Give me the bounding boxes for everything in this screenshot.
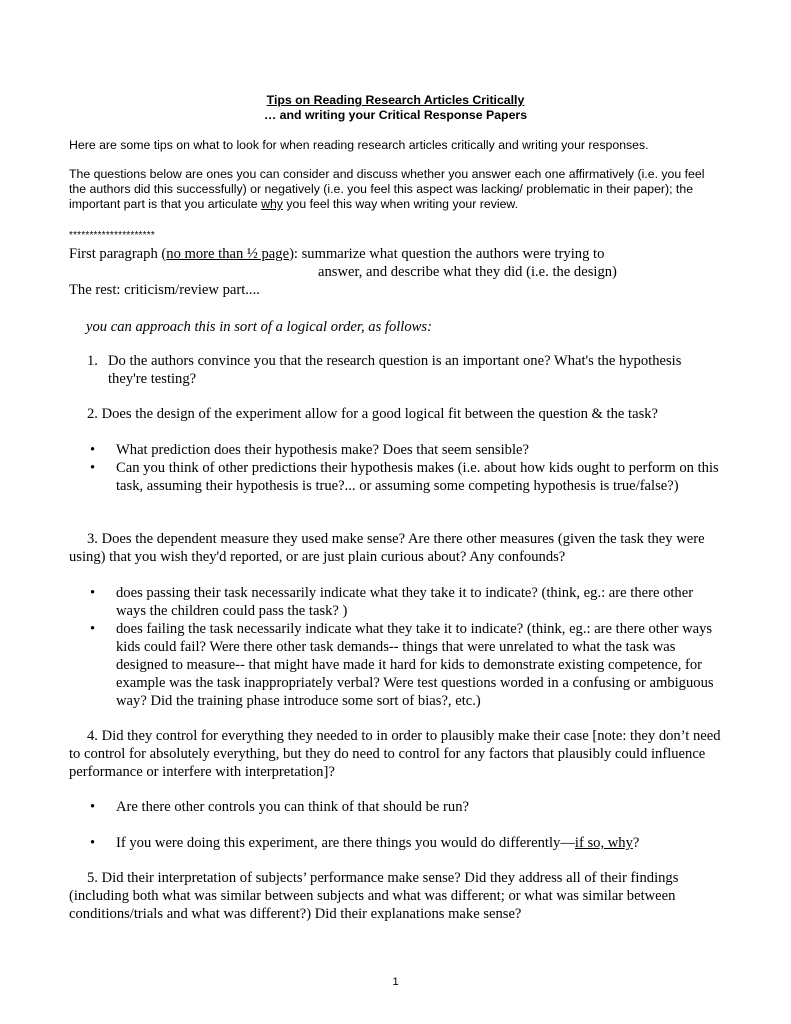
first-paragraph-line1 (69, 245, 749, 263)
intro-text: Here are some tips on what to look for when reading research articles critically and writing your responses. (69, 138, 649, 152)
list-item (90, 441, 736, 459)
questions-intro-after: you feel this way when writing your review. (282, 197, 519, 211)
q1-line1: Do the authors convince you that the research question is an important one? What's the hypothesis (108, 353, 682, 369)
list-item-text: does failing the task necessarily indicate what they take it to indicate? (think, eg.: are there other ways kids could fail? Were there other task demands-- things that were unrelated to what the task was designed to measure-- that might have made it hard for kids to demonstrate existing competence, for example was the task inappropriately verbal? Were test questions worded in a confusing or ambiguous way? Did the training phase introduce some sort of bias?, etc.) (116, 621, 714, 709)
doc-title: Tips on Reading Research Articles Critically (266, 93, 525, 107)
approach-text: you can approach this in sort of a logical order, as follows: (86, 319, 432, 335)
list-item-text-emphasis: if so, why (574, 835, 633, 851)
list-item-text: Can you think of other predictions their hypothesis makes (i.e. about how kids ought to perform on this task, assuming their hypothesis is true?... or assuming some competing hypothesis is true/false?) (116, 460, 719, 494)
list-item-text: Are there other controls you can think of that should be run? (116, 799, 469, 815)
page-number: 1 (392, 976, 399, 988)
first-paragraph-limit: no more than ½ page (166, 246, 290, 262)
q1-number: 1. (87, 353, 98, 369)
list-item-text-after: ? (632, 835, 640, 851)
rest-line: The rest: criticism/review part.... (69, 282, 260, 298)
separator: ********************* (69, 230, 155, 241)
q1-line2: they're testing? (108, 371, 197, 387)
list-item (90, 584, 726, 620)
questions-intro-before: The questions below are ones you can consider and discuss whether you answer each one affirmatively (i.e. you feel the authors did this successfully) or negatively (i.e. you feel this aspect was lacking/ problematic in their paper); the important part is that you articulate (69, 167, 705, 211)
first-paragraph-line2: answer, and describe what they did (i.e. the design) (318, 264, 617, 280)
bullet-icon: • (90, 585, 96, 601)
bullet-icon: • (90, 835, 96, 851)
q2-text: 2. Does the design of the experiment allow for a good logical fit between the question & the task? (87, 406, 659, 422)
bullet-icon: • (90, 799, 96, 815)
doc-subtitle: … and writing your Critical Response Papers (263, 108, 528, 122)
first-paragraph-lead: First paragraph ( (69, 246, 167, 262)
list-item (90, 459, 736, 495)
list-item (90, 620, 726, 710)
list-item-text: What prediction does their hypothesis make? Does that seem sensible? (116, 442, 529, 458)
questions-intro-emphasis: why (261, 197, 283, 211)
q3-text: 3. Does the dependent measure they used make sense? Are there other measures (given the task they were using) that you wish they'd reported, or are just plain curious about? Any confounds? (69, 531, 705, 565)
q1-text (108, 352, 748, 388)
list-item (90, 834, 726, 852)
list-item-text: does passing their task necessarily indicate what they take it to indicate? (think, eg.: are there other ways the children could pass the task? ) (116, 585, 694, 619)
list-item-text (116, 835, 639, 851)
questions-intro (69, 167, 721, 212)
list-item-text-before: If you were doing this experiment, are there things you would do differently— (116, 835, 575, 851)
bullet-icon: • (90, 621, 96, 637)
q4-text: 4. Did they control for everything they needed to in order to plausibly make their case [note: they don’t need to control for absolutely everything, but they do need to control for any factors that plausibly could influence performance or interfere with interpretation]? (69, 728, 721, 780)
bullet-icon: • (90, 460, 96, 476)
bullet-icon: • (90, 442, 96, 458)
list-item (90, 798, 726, 816)
q5-text: 5. Did their interpretation of subjects’ performance make sense? Did they address all of their findings (including both what was similar between subjects and what was different; or what was similar between conditions/trials and what was different?) Did their explanations make sense? (69, 870, 679, 922)
first-paragraph-rest: ): summarize what question the authors were trying to (289, 246, 605, 262)
